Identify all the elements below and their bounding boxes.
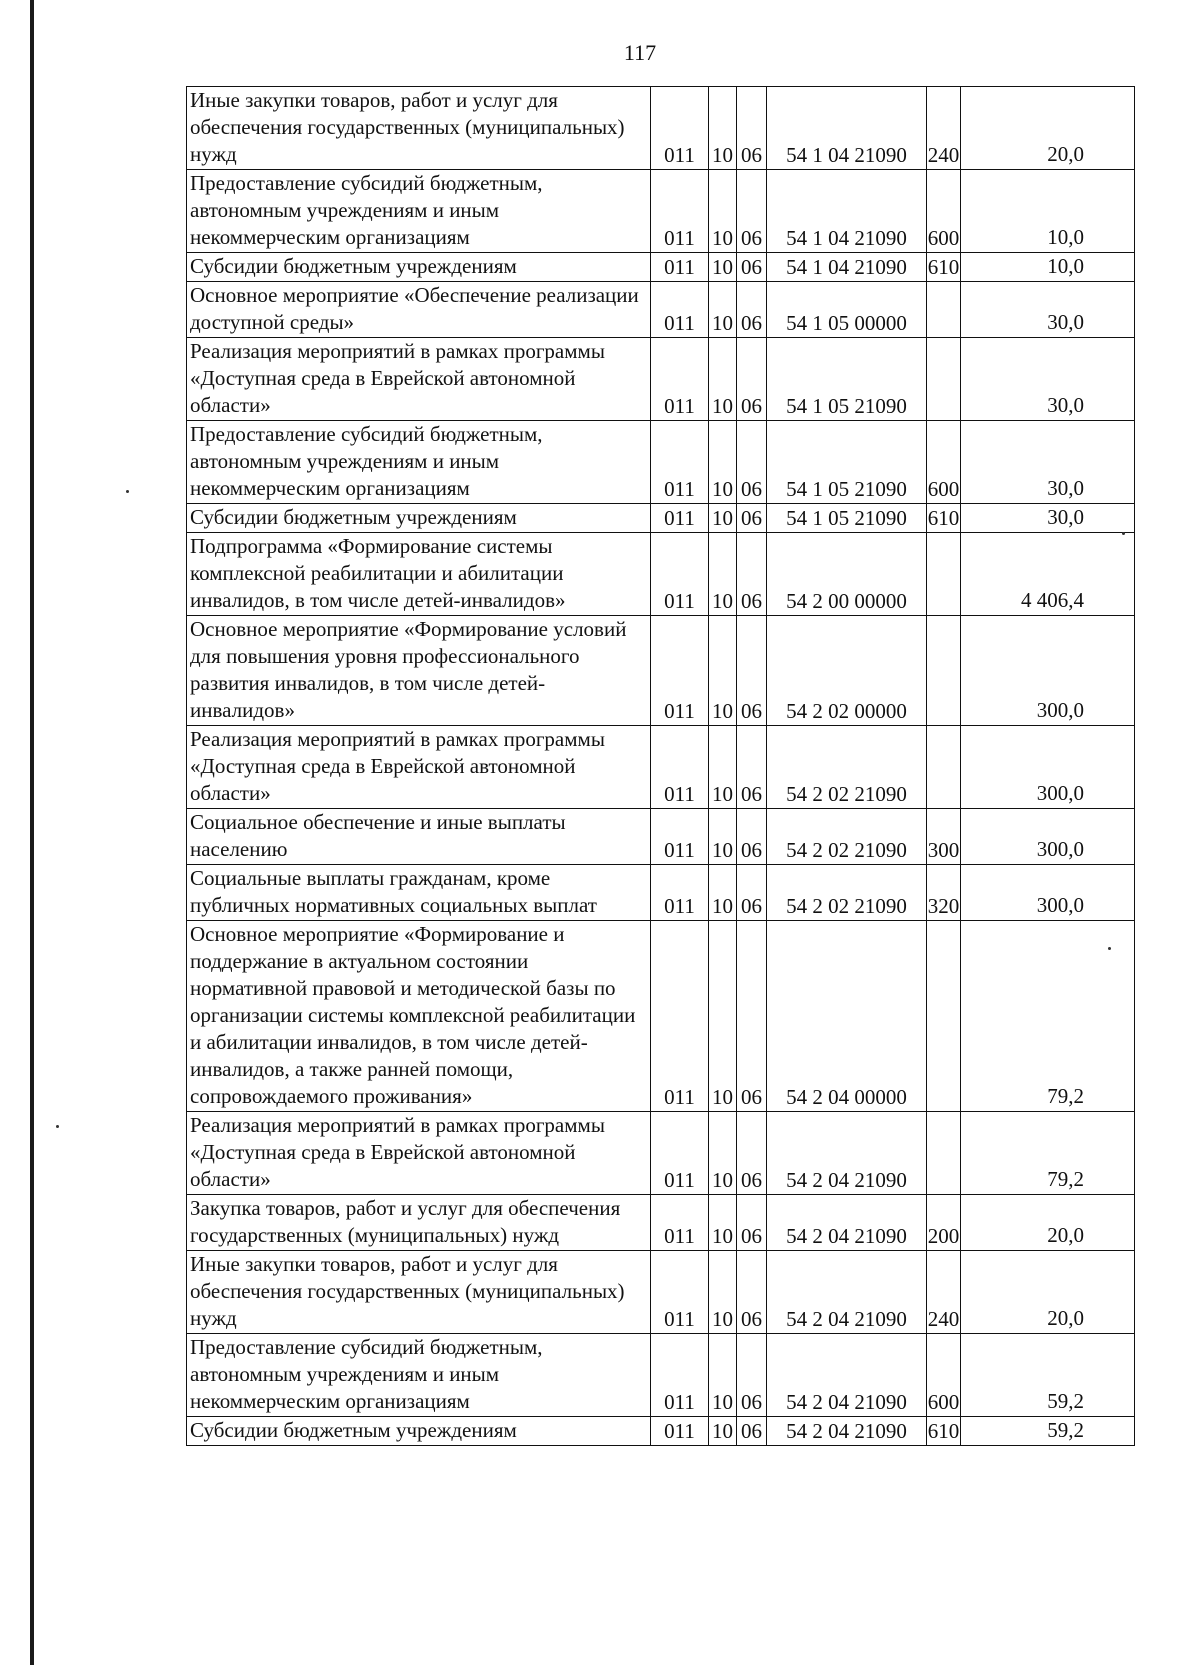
dept-code: 011 (651, 1251, 709, 1334)
table-row (187, 1112, 1135, 1195)
budget-table (186, 86, 1135, 1446)
amount: 30,0 (961, 282, 1135, 338)
subsection-code: 06 (737, 865, 767, 921)
amount: 300,0 (961, 809, 1135, 865)
amount: 10,0 (961, 253, 1135, 282)
subsection-code: 06 (737, 921, 767, 1112)
section-code: 10 (709, 726, 737, 809)
target-article-code: 54 1 04 21090 (767, 87, 927, 170)
subsection-code: 06 (737, 1112, 767, 1195)
subsection-code: 06 (737, 87, 767, 170)
table-row (187, 338, 1135, 421)
section-code: 10 (709, 1334, 737, 1417)
table-row (187, 726, 1135, 809)
amount: 59,2 (961, 1334, 1135, 1417)
expense-type-code (927, 616, 961, 726)
table-row (187, 1417, 1135, 1446)
expense-type-code: 610 (927, 1417, 961, 1446)
target-article-code: 54 2 00 00000 (767, 533, 927, 616)
item-name: Иные закупки товаров, работ и услуг для обеспечения государственных (муниципальных) нужд (187, 1251, 651, 1334)
expense-type-code: 240 (927, 1251, 961, 1334)
target-article-code: 54 1 05 21090 (767, 504, 927, 533)
item-name: Социальное обеспечение и иные выплаты населению (187, 809, 651, 865)
page-number: 117 (623, 40, 657, 65)
amount: 4 406,4 (961, 533, 1135, 616)
target-article-code: 54 1 04 21090 (767, 170, 927, 253)
table-row (187, 533, 1135, 616)
target-article-code: 54 2 04 21090 (767, 1195, 927, 1251)
expense-type-code (927, 1112, 961, 1195)
amount: 20,0 (961, 1251, 1135, 1334)
section-code: 10 (709, 504, 737, 533)
target-article-code: 54 2 04 21090 (767, 1112, 927, 1195)
item-name: Предоставление субсидий бюджетным, автономным учреждениям и иным некоммерческим организациям (187, 1334, 651, 1417)
dept-code: 011 (651, 504, 709, 533)
subsection-code: 06 (737, 809, 767, 865)
subsection-code: 06 (737, 421, 767, 504)
section-code: 10 (709, 87, 737, 170)
section-code: 10 (709, 253, 737, 282)
section-code: 10 (709, 533, 737, 616)
amount: 300,0 (961, 865, 1135, 921)
dept-code: 011 (651, 338, 709, 421)
expense-type-code (927, 533, 961, 616)
expense-type-code: 300 (927, 809, 961, 865)
subsection-code: 06 (737, 533, 767, 616)
item-name: Предоставление субсидий бюджетным, автономным учреждениям и иным некоммерческим организациям (187, 170, 651, 253)
target-article-code: 54 2 04 21090 (767, 1334, 927, 1417)
item-name: Субсидии бюджетным учреждениям (187, 1417, 651, 1446)
section-code: 10 (709, 421, 737, 504)
dept-code: 011 (651, 533, 709, 616)
expense-type-code: 320 (927, 865, 961, 921)
dept-code: 011 (651, 616, 709, 726)
target-article-code: 54 2 02 21090 (767, 865, 927, 921)
page-binding-edge (30, 0, 34, 1665)
table-row (187, 253, 1135, 282)
subsection-code: 06 (737, 1334, 767, 1417)
item-name: Субсидии бюджетным учреждениям (187, 253, 651, 282)
expense-type-code: 600 (927, 170, 961, 253)
amount: 30,0 (961, 421, 1135, 504)
item-name: Основное мероприятие «Обеспечение реализации доступной среды» (187, 282, 651, 338)
expense-type-code (927, 726, 961, 809)
dept-code: 011 (651, 421, 709, 504)
subsection-code: 06 (737, 504, 767, 533)
scan-speck (56, 1125, 59, 1128)
amount: 59,2 (961, 1417, 1135, 1446)
dept-code: 011 (651, 87, 709, 170)
section-code: 10 (709, 1251, 737, 1334)
dept-code: 011 (651, 1112, 709, 1195)
table-row (187, 865, 1135, 921)
dept-code: 011 (651, 865, 709, 921)
table-row (187, 1195, 1135, 1251)
target-article-code: 54 2 04 21090 (767, 1417, 927, 1446)
amount: 300,0 (961, 616, 1135, 726)
target-article-code: 54 1 04 21090 (767, 253, 927, 282)
target-article-code: 54 2 02 21090 (767, 809, 927, 865)
scan-speck (126, 490, 129, 493)
target-article-code: 54 2 02 21090 (767, 726, 927, 809)
expense-type-code: 200 (927, 1195, 961, 1251)
item-name: Закупка товаров, работ и услуг для обеспечения государственных (муниципальных) нужд (187, 1195, 651, 1251)
expense-type-code: 600 (927, 1334, 961, 1417)
scan-speck (1122, 532, 1125, 535)
table-row (187, 809, 1135, 865)
dept-code: 011 (651, 1195, 709, 1251)
section-code: 10 (709, 616, 737, 726)
subsection-code: 06 (737, 338, 767, 421)
section-code: 10 (709, 1417, 737, 1446)
dept-code: 011 (651, 1417, 709, 1446)
subsection-code: 06 (737, 1195, 767, 1251)
amount: 20,0 (961, 87, 1135, 170)
item-name: Иные закупки товаров, работ и услуг для обеспечения государственных (муниципальных) нужд (187, 87, 651, 170)
dept-code: 011 (651, 921, 709, 1112)
section-code: 10 (709, 865, 737, 921)
item-name: Реализация мероприятий в рамках программы «Доступная среда в Еврейской автономной области» (187, 1112, 651, 1195)
table-row (187, 1251, 1135, 1334)
expense-type-code: 600 (927, 421, 961, 504)
section-code: 10 (709, 1195, 737, 1251)
table-row (187, 170, 1135, 253)
target-article-code: 54 1 05 00000 (767, 282, 927, 338)
table-row (187, 921, 1135, 1112)
expense-type-code: 610 (927, 504, 961, 533)
section-code: 10 (709, 921, 737, 1112)
table-row (187, 1334, 1135, 1417)
table-row (187, 87, 1135, 170)
scan-speck (1108, 947, 1111, 950)
section-code: 10 (709, 170, 737, 253)
amount: 79,2 (961, 921, 1135, 1112)
dept-code: 011 (651, 1334, 709, 1417)
table-row (187, 282, 1135, 338)
section-code: 10 (709, 282, 737, 338)
item-name: Основное мероприятие «Формирование условий для повышения уровня профессионального развития инвалидов, в том числе детей-инвалидов» (187, 616, 651, 726)
dept-code: 011 (651, 282, 709, 338)
subsection-code: 06 (737, 726, 767, 809)
target-article-code: 54 2 04 21090 (767, 1251, 927, 1334)
item-name: Субсидии бюджетным учреждениям (187, 504, 651, 533)
item-name: Предоставление субсидий бюджетным, автономным учреждениям и иным некоммерческим организациям (187, 421, 651, 504)
item-name: Реализация мероприятий в рамках программы «Доступная среда в Еврейской автономной области» (187, 726, 651, 809)
target-article-code: 54 1 05 21090 (767, 338, 927, 421)
item-name: Основное мероприятие «Формирование и поддержание в актуальном состоянии нормативной правовой и методической базы по организации системы комплексной реабилитации и абилитации инвалидов, в том числе детей-инвалидов, а также ранней помощи, сопровождаемого проживания» (187, 921, 651, 1112)
subsection-code: 06 (737, 253, 767, 282)
table-row (187, 616, 1135, 726)
subsection-code: 06 (737, 616, 767, 726)
amount: 79,2 (961, 1112, 1135, 1195)
section-code: 10 (709, 1112, 737, 1195)
subsection-code: 06 (737, 282, 767, 338)
section-code: 10 (709, 338, 737, 421)
table-row (187, 421, 1135, 504)
item-name: Реализация мероприятий в рамках программы «Доступная среда в Еврейской автономной области» (187, 338, 651, 421)
expense-type-code: 610 (927, 253, 961, 282)
budget-table-body (187, 87, 1135, 1446)
dept-code: 011 (651, 170, 709, 253)
expense-type-code (927, 338, 961, 421)
dept-code: 011 (651, 726, 709, 809)
subsection-code: 06 (737, 1417, 767, 1446)
expense-type-code (927, 282, 961, 338)
expense-type-code (927, 921, 961, 1112)
target-article-code: 54 2 02 00000 (767, 616, 927, 726)
amount: 20,0 (961, 1195, 1135, 1251)
subsection-code: 06 (737, 170, 767, 253)
target-article-code: 54 1 05 21090 (767, 421, 927, 504)
expense-type-code: 240 (927, 87, 961, 170)
table-row (187, 504, 1135, 533)
amount: 300,0 (961, 726, 1135, 809)
item-name: Социальные выплаты гражданам, кроме публичных нормативных социальных выплат (187, 865, 651, 921)
subsection-code: 06 (737, 1251, 767, 1334)
section-code: 10 (709, 809, 737, 865)
item-name: Подпрограмма «Формирование системы комплексной реабилитации и абилитации инвалидов, в том числе детей-инвалидов» (187, 533, 651, 616)
target-article-code: 54 2 04 00000 (767, 921, 927, 1112)
amount: 30,0 (961, 338, 1135, 421)
dept-code: 011 (651, 253, 709, 282)
dept-code: 011 (651, 809, 709, 865)
amount: 10,0 (961, 170, 1135, 253)
amount: 30,0 (961, 504, 1135, 533)
